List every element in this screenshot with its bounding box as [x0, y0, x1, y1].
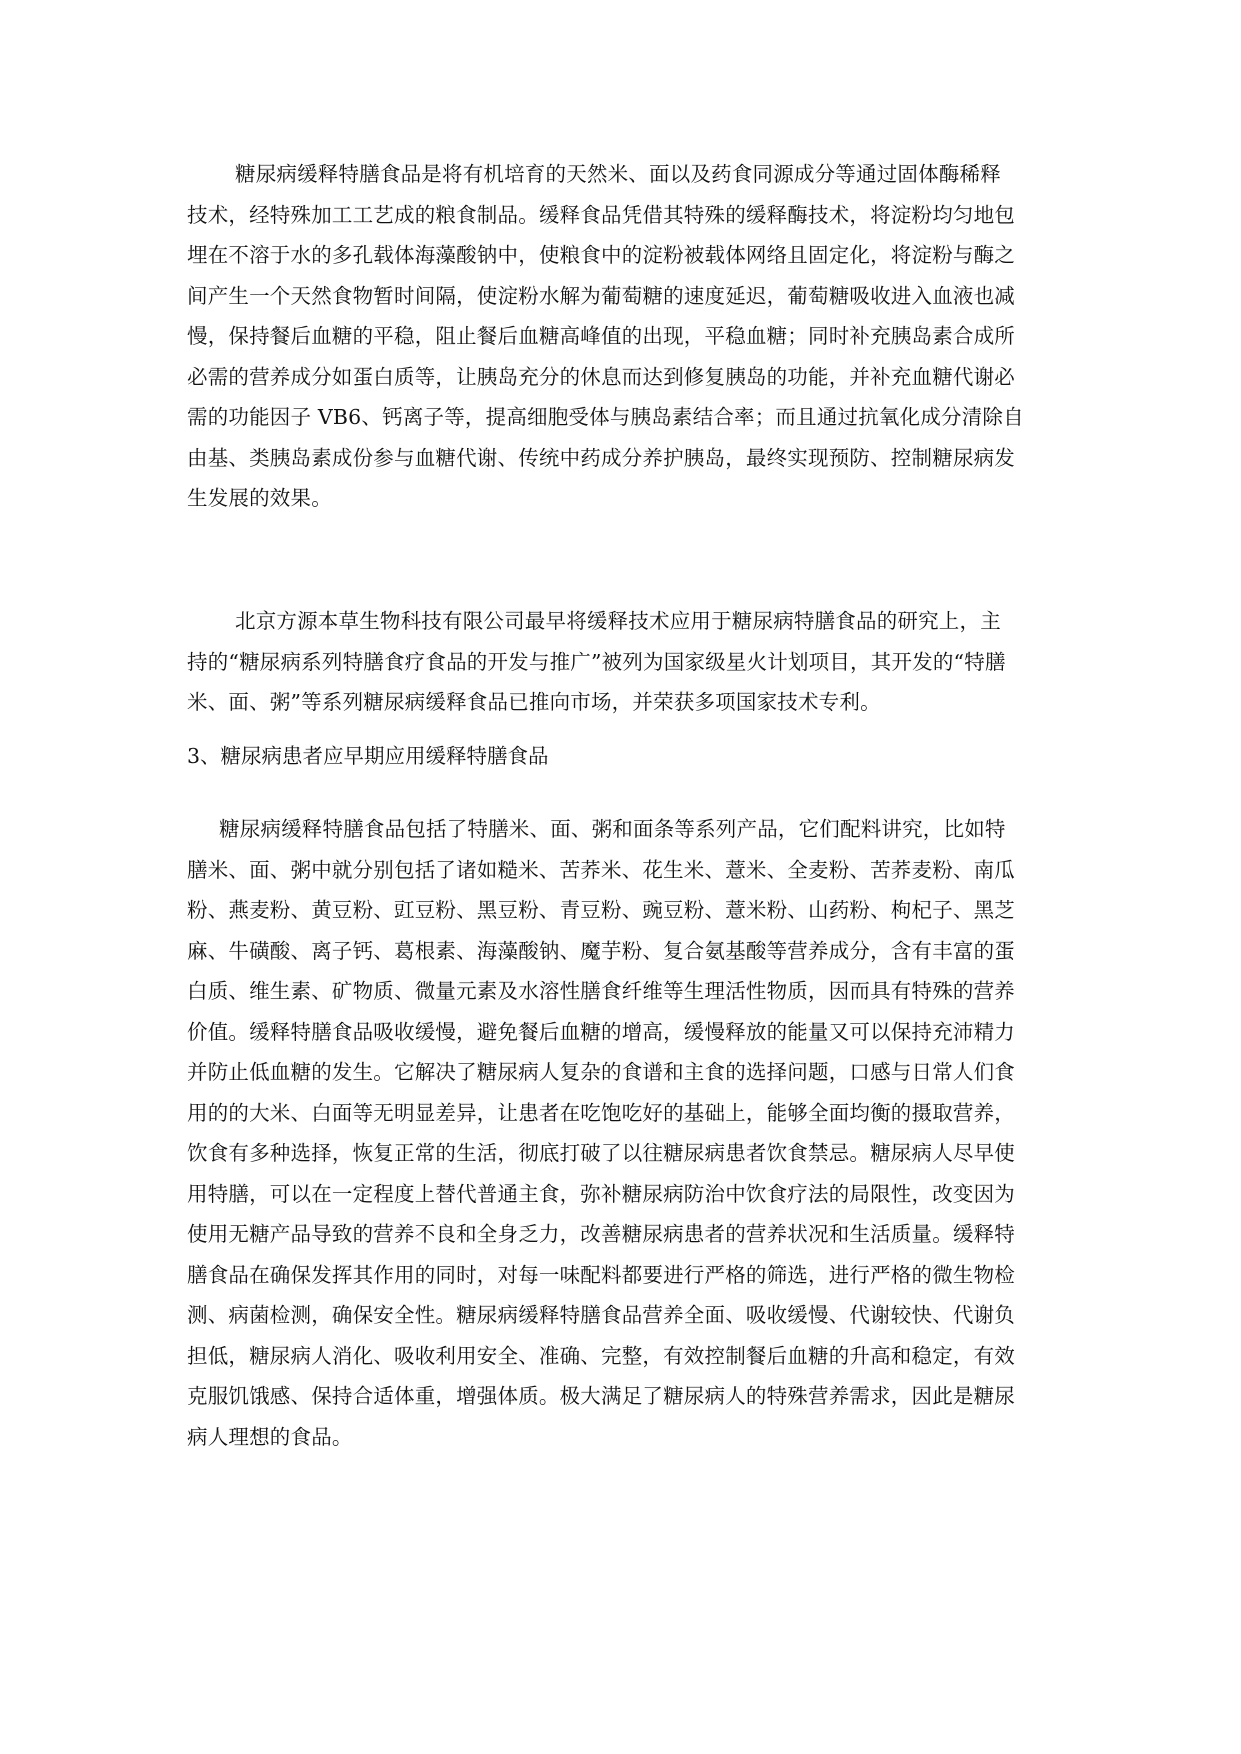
paragraph-3-line: 粉、燕麦粉、黄豆粉、豇豆粉、黑豆粉、青豆粉、豌豆粉、薏米粉、山药粉、枸杞子、黑芝: [187, 898, 1015, 922]
paragraph-2: [187, 601, 1045, 723]
paragraph-3-line: 用的的大米、白面等无明显差异，让患者在吃饱吃好的基础上，能够全面均衡的摄取营养，: [187, 1100, 1015, 1125]
paragraph-1-line: 生发展的效果。: [187, 486, 332, 510]
paragraph-3-line: 测、病菌检测，确保安全性。糖尿病缓释特膳食品营养全面、吸收缓慢、代谢较快、代谢负: [187, 1303, 1015, 1327]
paragraph-1-line: 糖尿病缓释特膳食品是将有机培育的天然米、面以及药食同源成分等通过固体酶稀释: [235, 162, 1001, 186]
paragraph-3-line: 麻、牛磺酸、离子钙、葛根素、海藻酸钠、魔芋粉、复合氨基酸等营养成分，含有丰富的蛋: [187, 938, 1015, 963]
paragraph-1-line: 由基、类胰岛素成份参与血糖代谢、传统中药成分养护胰岛，最终实现预防、控制糖尿病发: [187, 445, 1015, 470]
paragraph-3-line: 使用无糖产品导致的营养不良和全身乏力，改善糖尿病患者的营养状况和生活质量。缓释特: [187, 1222, 1015, 1246]
paragraph-3-line: 白质、维生素、矿物质、微量元素及水溶性膳食纤维等生理活性物质，因而具有特殊的营养: [187, 979, 1015, 1003]
paragraph-3-line: 用特膳，可以在一定程度上替代普通主食，弥补糖尿病防治中饮食疗法的局限性，改变因为: [187, 1181, 1015, 1206]
paragraph-1-line: 慢，保持餐后血糖的平稳，阻止餐后血糖高峰值的出现，平稳血糖；同时补充胰岛素合成所: [187, 324, 1015, 348]
section-heading: 3、糖尿病患者应早期应用缓释特膳食品: [187, 744, 549, 768]
paragraph-3-line: 克服饥饿感、保持合适体重，增强体质。极大满足了糖尿病人的特殊营养需求，因此是糖尿: [187, 1384, 1015, 1408]
paragraph-1-line: 必需的营养成分如蛋白质等，让胰岛充分的休息而达到修复胰岛的功能，并补充血糖代谢必: [187, 364, 1015, 389]
paragraph-2-line: 米、面、粥”等系列糖尿病缓释食品已推向市场，并荣获多项国家技术专利。: [187, 690, 881, 714]
paragraph-1-line: 需的功能因子 VB6、钙离子等，提高细胞受体与胰岛素结合率；而且通过抗氧化成分清除自: [187, 405, 1024, 429]
paragraph-3-line: 膳米、面、粥中就分别包括了诸如糙米、苦荞米、花生米、薏米、全麦粉、苦荞麦粉、南瓜: [187, 857, 1015, 882]
paragraph-3-line: 膳食品在确保发挥其作用的同时，对每一味配料都要进行严格的筛选，进行严格的微生物检: [187, 1262, 1015, 1287]
paragraph-3-line: 病人理想的食品。: [187, 1424, 353, 1449]
paragraph-1-line: 埋在不溶于水的多孔载体海藻酸钠中，使粮食中的淀粉被载体网络且固定化，将淀粉与酶之: [187, 243, 1015, 267]
paragraph-2-line: 北京方源本草生物科技有限公司最早将缓释技术应用于糖尿病特膳食品的研究上，主: [235, 609, 1001, 633]
paragraph-3-line: 价值。缓释特膳食品吸收缓慢，避免餐后血糖的增高，缓慢释放的能量又可以保持充沛精力: [187, 1019, 1015, 1044]
paragraph-3-line: 饮食有多种选择，恢复正常的生活，彻底打破了以往糖尿病患者饮食禁忌。糖尿病人尽早使: [187, 1141, 1015, 1165]
paragraph-2-line: 持的“糖尿病系列特膳食疗食品的开发与推广”被列为国家级星火计划项目，其开发的“特膳: [187, 649, 1006, 674]
paragraph-3-line: 糖尿病缓释特膳食品包括了特膳米、面、粥和面条等系列产品，它们配料讲究，比如特: [219, 817, 1006, 841]
paragraph-3: [187, 809, 1045, 1457]
paragraph-1-line: 技术，经特殊加工工艺成的粮食制品。缓释食品凭借其特殊的缓释酶技术，将淀粉均匀地包: [187, 202, 1015, 227]
paragraph-3-line: 并防止低血糖的发生。它解决了糖尿病人复杂的食谱和主食的选择问题，口感与日常人们食: [187, 1060, 1015, 1084]
paragraph-1: [187, 154, 1045, 519]
paragraph-3-line: 担低，糖尿病人消化、吸收利用安全、准确、完整，有效控制餐后血糖的升高和稳定，有效: [187, 1343, 1015, 1368]
paragraph-1-line: 间产生一个天然食物暂时间隔，使淀粉水解为葡萄糖的速度延迟，葡萄糖吸收进入血液也减: [187, 283, 1015, 308]
